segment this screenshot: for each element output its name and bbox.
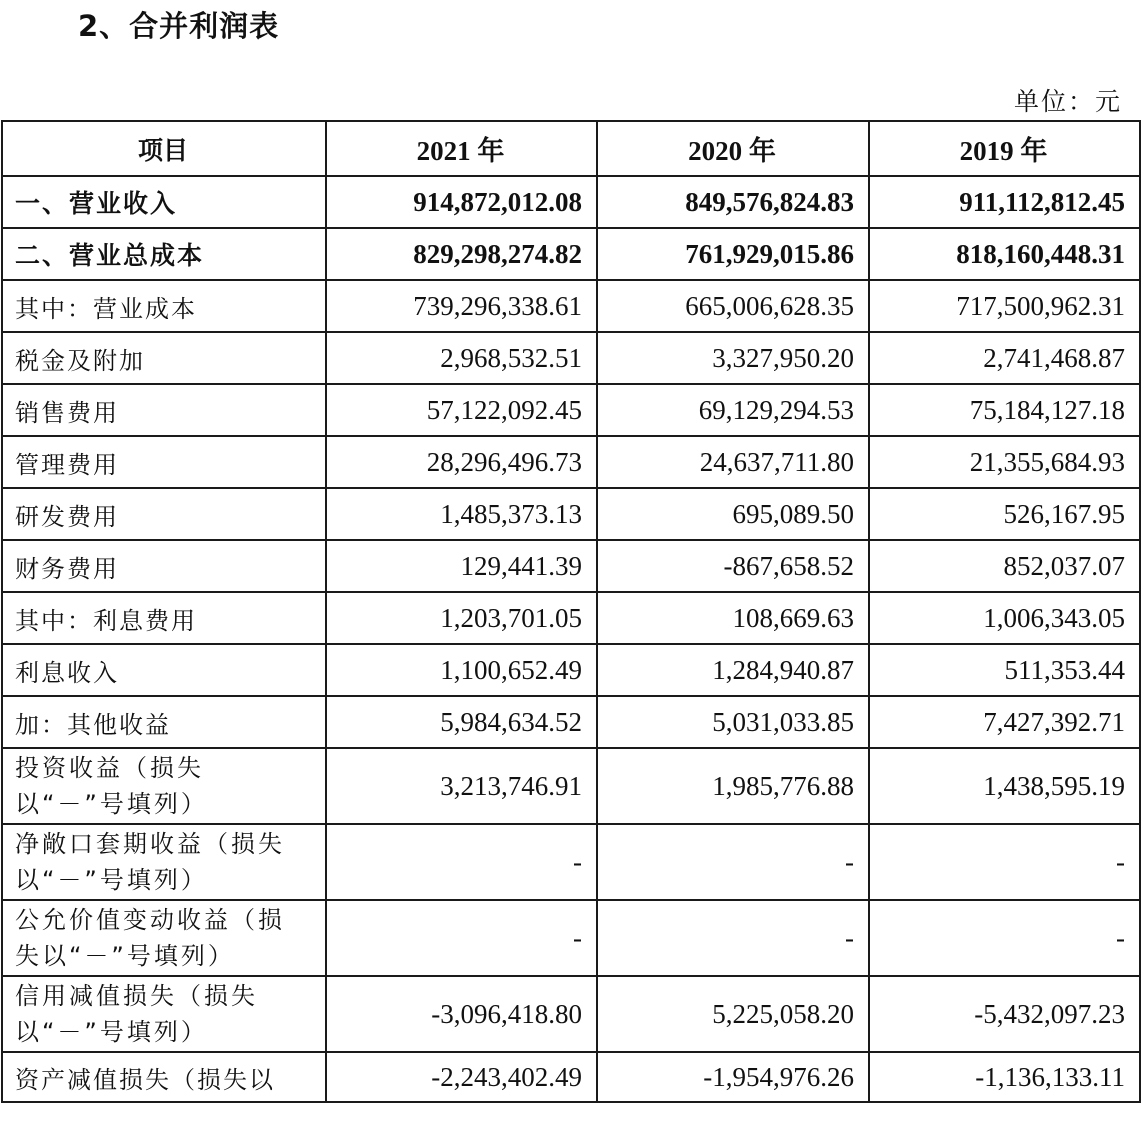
value-2020: -867,658.52	[597, 540, 869, 592]
value-2020: 69,129,294.53	[597, 384, 869, 436]
row-label: 利息收入	[2, 644, 326, 696]
income-statement-table	[1, 120, 1141, 1103]
row-label: 二、营业总成本	[2, 228, 326, 280]
value-2021: 28,296,496.73	[326, 436, 597, 488]
value-2021: 1,485,373.13	[326, 488, 597, 540]
value-2021: 829,298,274.82	[326, 228, 597, 280]
row-label: 投资收益（损失以“－”号填列）	[2, 748, 326, 824]
table-row	[2, 900, 1140, 976]
column-header-2019: 2019 年	[869, 121, 1140, 176]
value-2020: -	[597, 824, 869, 900]
table-row	[2, 1052, 1140, 1102]
value-2020: 695,089.50	[597, 488, 869, 540]
value-2019: 717,500,962.31	[869, 280, 1140, 332]
value-2020: 1,284,940.87	[597, 644, 869, 696]
value-2019: 511,353.44	[869, 644, 1140, 696]
value-2021: -2,243,402.49	[326, 1052, 597, 1102]
column-header-2021: 2021 年	[326, 121, 597, 176]
value-2020: 761,929,015.86	[597, 228, 869, 280]
row-label: 销售费用	[2, 384, 326, 436]
value-2020: -1,954,976.26	[597, 1052, 869, 1102]
value-2019: 818,160,448.31	[869, 228, 1140, 280]
page-title: 2、合并利润表	[78, 9, 280, 43]
value-2019: 7,427,392.71	[869, 696, 1140, 748]
table-row	[2, 592, 1140, 644]
value-2020: 3,327,950.20	[597, 332, 869, 384]
value-2019: 852,037.07	[869, 540, 1140, 592]
table-row	[2, 436, 1140, 488]
value-2019: 2,741,468.87	[869, 332, 1140, 384]
value-2021: 914,872,012.08	[326, 176, 597, 228]
table-row	[2, 384, 1140, 436]
value-2020: 665,006,628.35	[597, 280, 869, 332]
row-label: 税金及附加	[2, 332, 326, 384]
row-label: 其中：营业成本	[2, 280, 326, 332]
value-2019: 526,167.95	[869, 488, 1140, 540]
value-2019: -1,136,133.11	[869, 1052, 1140, 1102]
value-2021: -	[326, 900, 597, 976]
value-2021: 739,296,338.61	[326, 280, 597, 332]
row-label: 其中：利息费用	[2, 592, 326, 644]
row-label: 资产减值损失（损失以	[2, 1052, 326, 1102]
table-row	[2, 280, 1140, 332]
table-row	[2, 228, 1140, 280]
row-label: 加：其他收益	[2, 696, 326, 748]
value-2021: 3,213,746.91	[326, 748, 597, 824]
value-2020: 5,031,033.85	[597, 696, 869, 748]
value-2020: 849,576,824.83	[597, 176, 869, 228]
table-row	[2, 696, 1140, 748]
value-2019: 1,438,595.19	[869, 748, 1140, 824]
value-2019: 1,006,343.05	[869, 592, 1140, 644]
row-label: 管理费用	[2, 436, 326, 488]
table-row	[2, 332, 1140, 384]
value-2021: 1,203,701.05	[326, 592, 597, 644]
column-header-2020: 2020 年	[597, 121, 869, 176]
value-2021: 1,100,652.49	[326, 644, 597, 696]
value-2019: 911,112,812.45	[869, 176, 1140, 228]
value-2019: -	[869, 900, 1140, 976]
header-row	[2, 121, 1140, 176]
row-label: 信用减值损失（损失以“－”号填列）	[2, 976, 326, 1052]
value-2020: 24,637,711.80	[597, 436, 869, 488]
value-2019: -	[869, 824, 1140, 900]
table-row	[2, 176, 1140, 228]
row-label: 研发费用	[2, 488, 326, 540]
value-2020: -	[597, 900, 869, 976]
column-header-item: 项目	[2, 121, 326, 176]
value-2021: 129,441.39	[326, 540, 597, 592]
value-2021: 57,122,092.45	[326, 384, 597, 436]
value-2020: 1,985,776.88	[597, 748, 869, 824]
value-2019: -5,432,097.23	[869, 976, 1140, 1052]
value-2021: 2,968,532.51	[326, 332, 597, 384]
value-2021: -	[326, 824, 597, 900]
unit-label: 单位：元	[1013, 87, 1122, 116]
value-2019: 21,355,684.93	[869, 436, 1140, 488]
value-2021: -3,096,418.80	[326, 976, 597, 1052]
value-2020: 108,669.63	[597, 592, 869, 644]
table-row	[2, 488, 1140, 540]
row-label: 公允价值变动收益（损失以“－”号填列）	[2, 900, 326, 976]
table-row	[2, 540, 1140, 592]
row-label: 一、营业收入	[2, 176, 326, 228]
value-2021: 5,984,634.52	[326, 696, 597, 748]
table-row	[2, 824, 1140, 900]
table-row	[2, 748, 1140, 824]
table-row	[2, 976, 1140, 1052]
table-row	[2, 644, 1140, 696]
row-label: 财务费用	[2, 540, 326, 592]
row-label: 净敞口套期收益（损失以“－”号填列）	[2, 824, 326, 900]
value-2020: 5,225,058.20	[597, 976, 869, 1052]
value-2019: 75,184,127.18	[869, 384, 1140, 436]
